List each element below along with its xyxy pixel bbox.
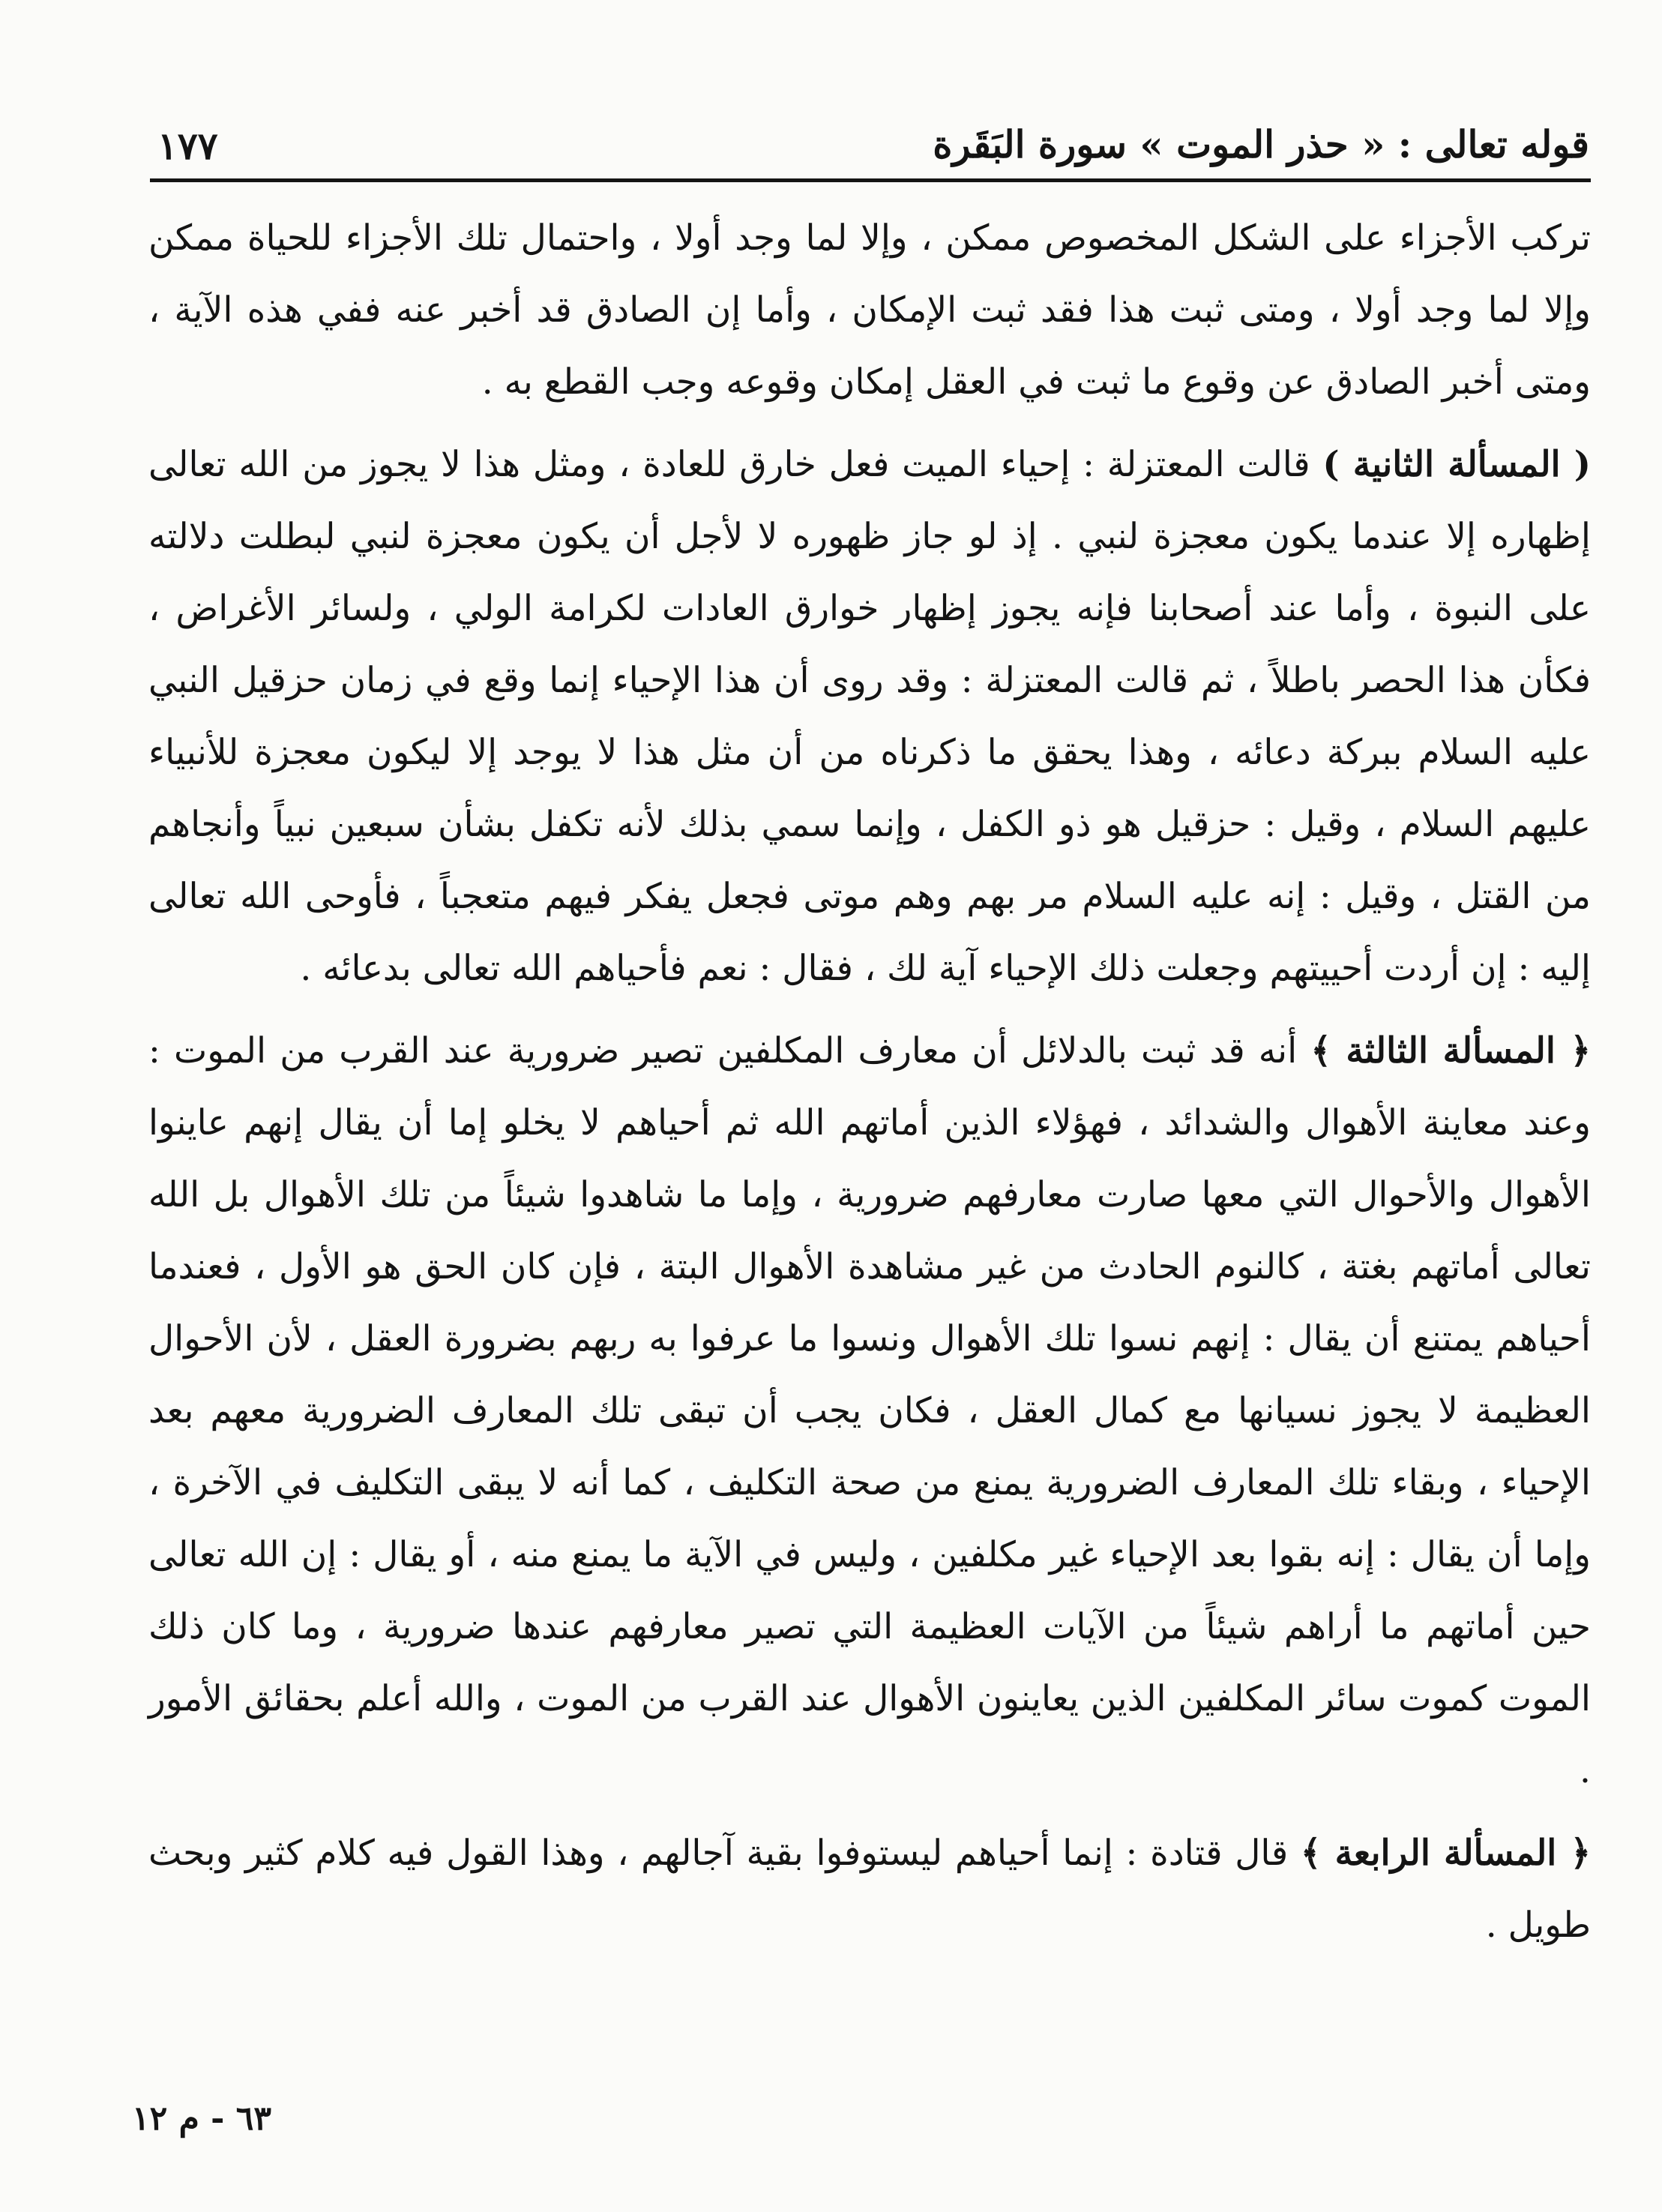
paragraph-3 (148, 1015, 1591, 1807)
running-header (150, 112, 1589, 177)
paragraph-4 (148, 1818, 1591, 1962)
paragraph-2 (148, 429, 1591, 1005)
page-number: ١٧٧ (157, 124, 218, 168)
running-title: قوله تعالى : « حذر الموت » سورة البَقَرة (933, 122, 1589, 166)
issue-heading-3: ﴿ المسألة الثالثة ﴾ (1310, 1030, 1591, 1072)
paragraph-3-text: أنه قد ثبت بالدلائل أن معارف المكلفين تصير ضرورية عند القرب من الموت : وعند معاينة الأهوال والشدائد ، فهؤلاء الذين أماتهم الله ثم أحياهم لا يخلو إما أن يقال إنهم عاينوا الأهوال والأحوال التي معها صارت معارفهم ضرورية ، وإما ما شاهدوا شيئاً من تلك الأهوال بل الله تعالى أماتهم بغتة ، كالنوم الحادث من غير مشاهدة الأهوال البتة ، فإن كان الحق هو الأول ، فعندما أحياهم يمتنع أن يقال : إنهم نسوا تلك الأهوال ونسوا ما عرفوا به ربهم بضرورة العقل ، لأن الأحوال العظيمة لا يجوز نسيانها مع كمال العقل ، فكان يجب أن تبقى تلك المعارف الضرورية معهم بعد الإحياء ، وبقاء تلك المعارف الضرورية يمنع من صحة التكليف ، كما أنه لا يبقى التكليف في الآخرة ، وإما أن يقال : إنه بقوا بعد الإحياء غير مكلفين ، وليس في الآية ما يمنع منه ، أو يقال : إن الله تعالى حين أماتهم ما أراهم شيئاً من الآيات العظيمة التي تصير معارفهم عندها ضرورية ، وما كان ذلك الموت كموت سائر المكلفين الذين يعاينون الأهوال عند القرب من الموت ، والله أعلم بحقائق الأمور . (148, 1030, 1591, 1791)
paragraph-4-text: قال قتادة : إنما أحياهم ليستوفوا بقية آجالهم ، وهذا القول فيه كلام كثير وبحث طويل . (148, 1833, 1591, 1946)
paragraph-1-text: تركب الأجزاء على الشكل المخصوص ممكن ، وإلا لما وجد أولا ، واحتمال تلك الأجزاء للحياة ممكن وإلا لما وجد أولا ، ومتى ثبت هذا فقد ثبت الإمكان ، وأما إن الصادق قد أخبر عنه ففي هذه الآية ، ومتى أخبر الصادق عن وقوع ما ثبت في العقل إمكان وقوعه وجب القطع به . (148, 217, 1591, 403)
signature-mark: ٦٣ - م ١٢ (132, 2100, 271, 2138)
paragraph-2-text: قالت المعتزلة : إحياء الميت فعل خارق للعادة ، ومثل هذا لا يجوز من الله تعالى إظهاره إلا عندما يكون معجزة لنبي . إذ لو جاز ظهوره لا لأجل أن يكون معجزة لنبي لبطلت دلالته على النبوة ، وأما عند أصحابنا فإنه يجوز إظهار خوارق العادات لكرامة الولي ، ولسائر الأغراض ، فكأن هذا الحصر باطلاً ، ثم قالت المعتزلة : وقد روى أن هذا الإحياء إنما وقع في زمان حزقيل النبي عليه السلام ببركة دعائه ، وهذا يحقق ما ذكرناه من أن مثل هذا لا يوجد إلا ليكون معجزة للأنبياء عليهم السلام ، وقيل : حزقيل هو ذو الكفل ، وإنما سمي بذلك لأنه تكفل بشأن سبعين نبياً وأنجاهم من القتل ، وقيل : إنه عليه السلام مر بهم وهم موتى فجعل يفكر فيهم متعجباً ، فأوحى الله تعالى إليه : إن أردت أحييتهم وجعلت ذلك الإحياء آية لك ، فقال : نعم فأحياهم الله تعالى بدعائه . (148, 444, 1591, 989)
header-rule (150, 178, 1591, 182)
main-text (148, 202, 1591, 1972)
issue-heading-4: ﴿ المسألة الرابعة ﴾ (1300, 1833, 1591, 1874)
paragraph-1 (148, 202, 1591, 418)
issue-heading-2: ( المسألة الثانية ) (1322, 444, 1591, 485)
